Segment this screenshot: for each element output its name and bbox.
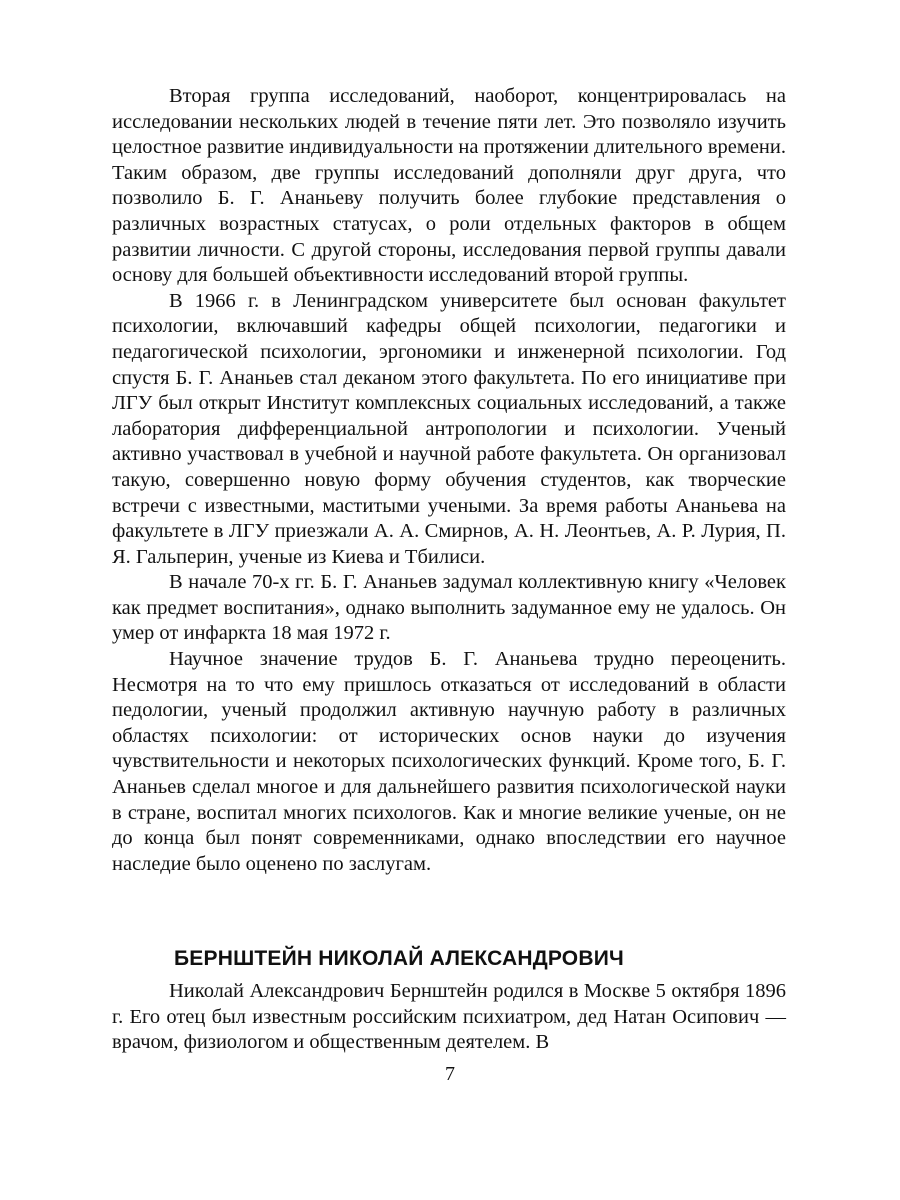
bernstein-section xyxy=(112,979,786,1056)
page-number: 7 xyxy=(445,1063,455,1085)
paragraph-collective-book: В начале 70-х гг. Б. Г. Ананьев задумал коллективную книгу «Человек как предмет воспитания», однако выполнить задуманное ему не удалось. Он умер от инфаркта 18 мая 1972 г. xyxy=(112,571,786,645)
paragraph-bernstein-birth: Николай Александрович Бернштейн родился в Москве 5 октября 1896 г. Его отец был известным российским психиатром, дед Натан Осипович — врачом, физиологом и общественным деятелем. В xyxy=(112,980,786,1054)
paragraph-faculty-founding: В 1966 г. в Ленинградском университете был основан факультет психологии, включавший кафедры общей психологии, педагогики и педагогической психологии, эргономики и инженерной психологии. Год спустя Б. Г. Ананьев стал деканом этого факультета. По его инициативе при ЛГУ был открыт Институт комплексных социальных исследований, а также лаборатория дифференциальной антропологии и психологии. Ученый активно участвовал в учебной и научной работе факультета. Он организовал такую, совершенно новую форму обучения студентов, как творческие встречи с известными, маститыми учеными. За время работы Ананьева на факультете в ЛГУ приезжали А. А. Смирнов, А. Н. Леонтьев, А. Р. Лурия, П. Я. Гальперин, ученые из Киева и Тбилиси. xyxy=(112,289,786,568)
page-body xyxy=(112,84,786,877)
paragraph-scientific-legacy: Научное значение трудов Б. Г. Ананьева трудно переоценить. Несмотря на то что ему пришлось отказаться от исследований в области педологии, ученый продолжил активную научную работу в различных областях психологии: от исторических основ науки до изучения чувствительности и некоторых психологических функций. Кроме того, Б. Г. Ананьев сделал многое и для дальнейшего развития психологической науки в стране, воспитал многих психологов. Как и многие великие ученые, он не до конца был понят современниками, однако впоследствии его научное наследие было оценено по заслугам. xyxy=(112,648,786,875)
paragraph-second-research-group: Вторая группа исследований, наоборот, концентрировалась на исследовании нескольких людей в течение пяти лет. Это позволяло изучить целостное развитие индивидуальности на протяжении длительного времени. Таким образом, две группы исследований дополняли друг друга, что позволило Б. Г. Ананьеву получить более глубокие представления о различных возрастных статусах, о роли отдельных факторов в общем развитии личности. С другой стороны, исследования первой группы давали основу для большей объективности исследований второй группы. xyxy=(112,85,786,287)
section-heading: БЕРНШТЕЙН НИКОЛАЙ АЛЕКСАНДРОВИЧ xyxy=(174,947,624,970)
